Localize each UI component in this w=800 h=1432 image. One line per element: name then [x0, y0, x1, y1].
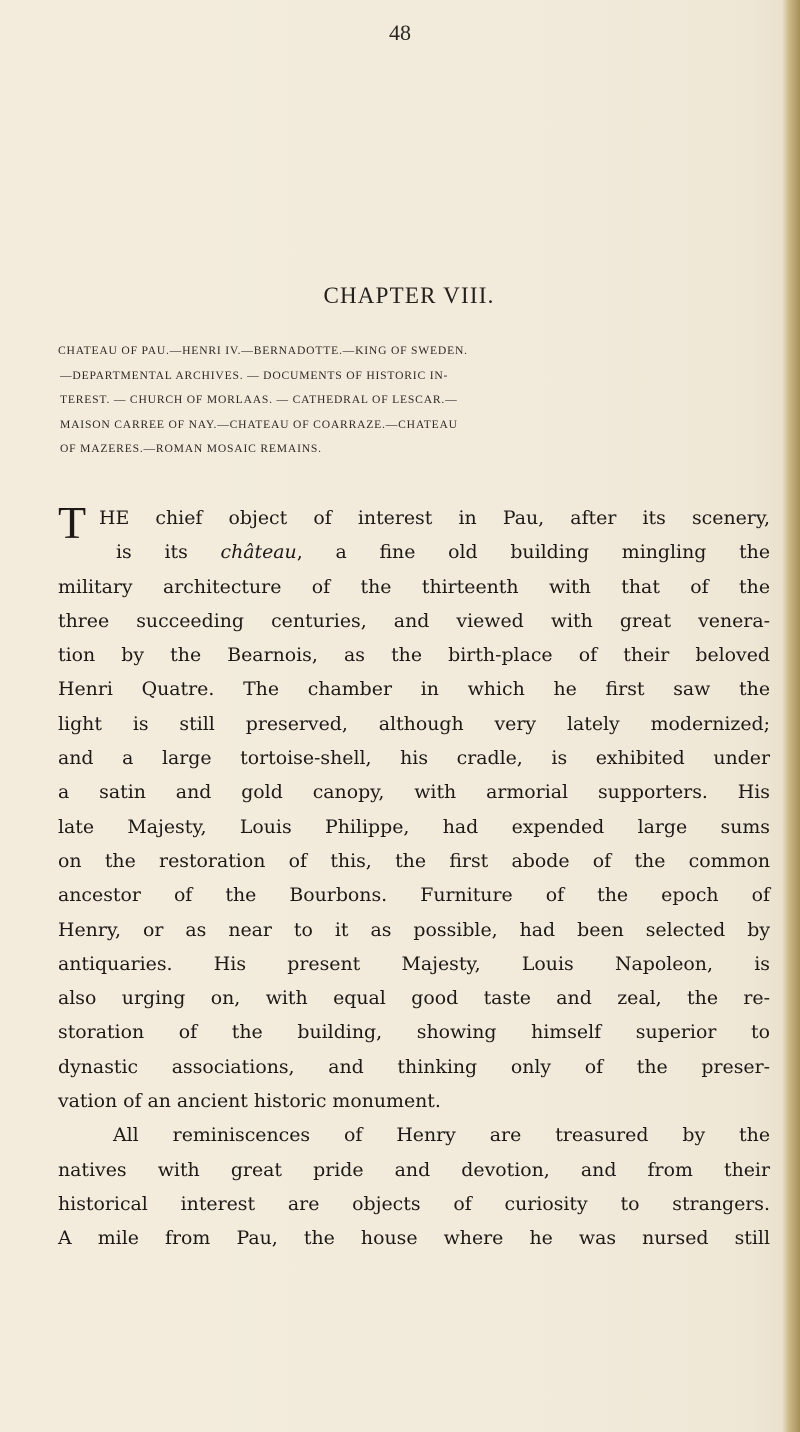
text-line: tion by the Bearnois, as the birth-place of their beloved [58, 644, 770, 667]
text-line: also urging on, with equal good taste and zeal, the re- [58, 987, 770, 1010]
text-line: a satin and gold canopy, with armorial supporters. His [58, 781, 770, 804]
text-segment: is its château, a fine old building mingling the [116, 541, 771, 564]
text-line: historical interest are objects of curiosity to strangers. [58, 1192, 770, 1215]
text-line: on the restoration of this, the first abode of the common [58, 849, 770, 872]
text-line: vation of an ancient historic monument. [58, 1090, 441, 1113]
text-line: dynastic associations, and thinking only of the preser- [58, 1055, 770, 1078]
text-line: All reminiscences of Henry are treasured by the [113, 1124, 770, 1147]
text-line: light is still preserved, although very lately modernized; [58, 712, 770, 735]
text-line: Henri Quatre. The chamber in which he first saw the [58, 678, 770, 701]
text-line: military architecture of the thirteenth with that of the [58, 575, 770, 598]
text-line: late Majesty, Louis Philippe, had expended large sums [58, 815, 770, 838]
summary-line: —DEPARTMENTAL ARCHIVES. — DOCUMENTS OF HISTORIC IN- [60, 368, 449, 382]
text-line: A mile from Pau, the house where he was nursed still [58, 1227, 770, 1250]
text-line: HE chief object of interest in Pau, after its scenery, [99, 507, 770, 529]
text-line: storation of the building, showing himself superior to [58, 1021, 770, 1044]
summary-line: OF MAZERES.—ROMAN MOSAIC REMAINS. [60, 442, 322, 456]
summary-line: MAISON CARREE OF NAY.—CHATEAU OF COARRAZE.—CHATEAU [60, 417, 458, 431]
text-line [58, 535, 770, 569]
text-line: ancestor of the Bourbons. Furniture of the epoch of [58, 884, 770, 907]
italic-word: château [220, 541, 297, 564]
page-edge [782, 0, 800, 1432]
text-line: three succeeding centuries, and viewed with great venera- [58, 609, 770, 632]
body-text [58, 497, 771, 1256]
chapter-summary [58, 339, 764, 462]
text-line: natives with great pride and devotion, and from their [58, 1158, 770, 1181]
summary-line: CHATEAU OF PAU.—HENRI IV.—BERNADOTTE.—KING OF SWEDEN. [58, 344, 468, 357]
chapter-title: CHAPTER VIII. [323, 283, 495, 308]
text-line: antiquaries. His present Majesty, Louis Napoleon, is [58, 952, 770, 975]
text-line: Henry, or as near to it as possible, had been selected by [58, 918, 770, 941]
drop-cap: T [58, 497, 87, 548]
text-line: and a large tortoise-shell, his cradle, is exhibited under [58, 747, 770, 770]
summary-line: TEREST. — CHURCH OF MORLAAS. — CATHEDRAL OF LESCAR.— [60, 393, 458, 407]
page-number: 48 [389, 20, 411, 45]
